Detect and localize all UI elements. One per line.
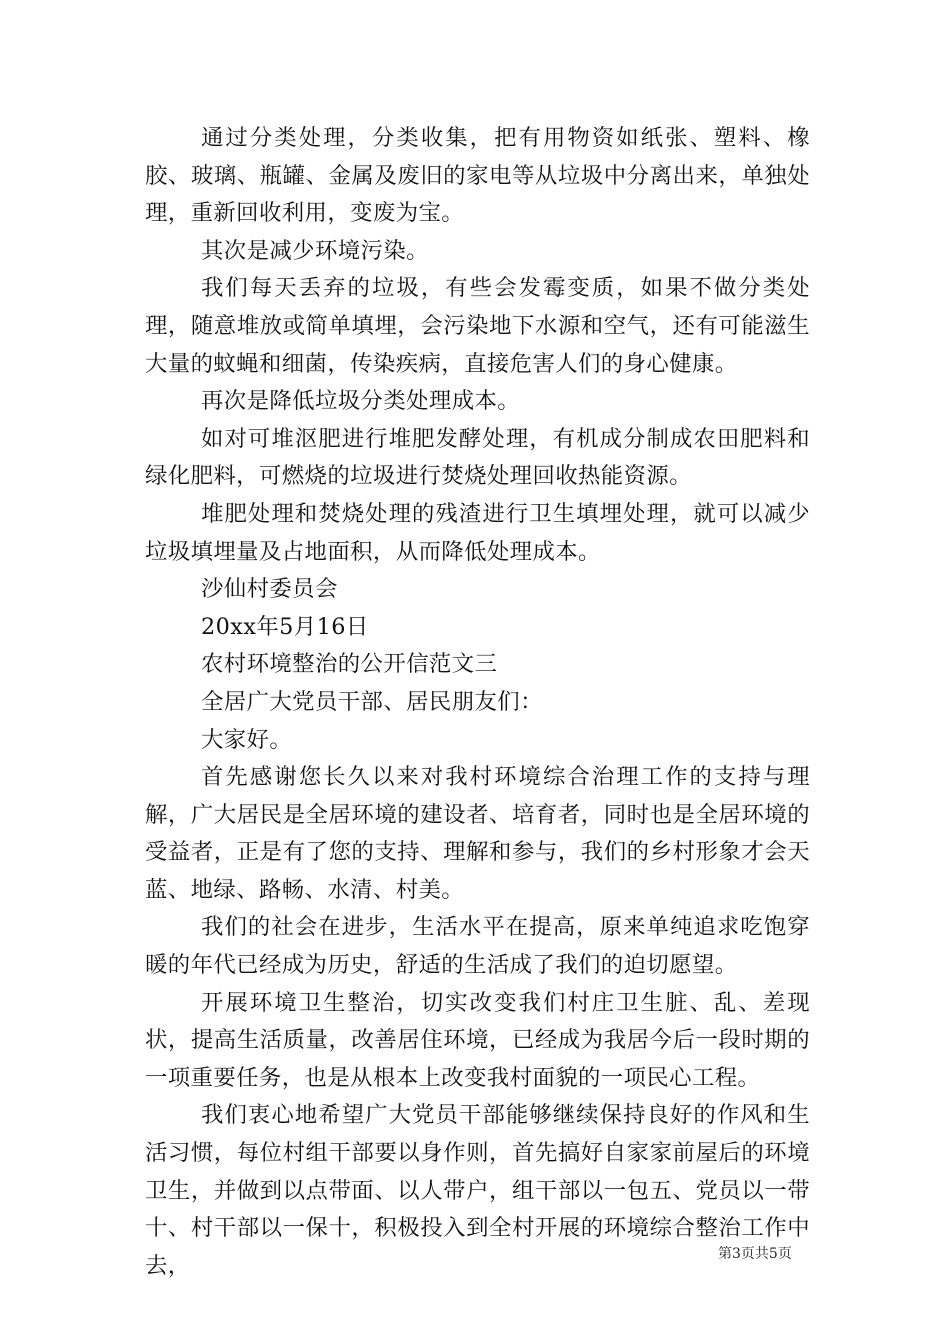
paragraph-composting: 如对可堆沤肥进行堆肥发酵处理，有机成分制成农田肥料和绿化肥料，可燃烧的垃圾进行焚烧处理回收热能资源。 <box>145 425 810 490</box>
signature-date: 20xx年5月16日 <box>201 613 369 640</box>
paragraph-rectification: 开展环境卫生整治，切实改变我们村庄卫生脏、乱、差现状，提高生活质量，改善居住环境，已经成为我居今后一段时期的一项重要任务，也是从根本上改变我村面貌的一项民心工程。 <box>145 989 810 1091</box>
paragraph-pollution-details: 我们每天丢弃的垃圾，有些会发霉变质，如果不做分类处理，随意堆放或简单填埋，会污染地下水源和空气，还有可能滋生大量的蚊蝇和细菌，传染疾病，直接危害人们的身心健康。 <box>145 275 810 377</box>
page-number: 第3页共5页 <box>718 1246 792 1262</box>
paragraph-thanks: 首先感谢您长久以来对我村环境综合治理工作的支持与理解，广大居民是全居环境的建设者、培育者，同时也是全居环境的受益者，正是有了您的支持、理解和参与，我们的乡村形象才会天蓝、地绿、路畅、水清、村美。 <box>145 764 810 903</box>
paragraph-reduce-cost-heading: 再次是降低垃圾分类处理成本。 <box>201 388 521 415</box>
paragraph-cadre-expectations: 我们衷心地希望广大党员干部能够继续保持良好的作风和生活习惯，每位村组干部要以身作则，首先搞好自家家前屋后的环境卫生，并做到以点带面、以人带户，组干部以一包五、党员以一带十、村干部以一保十，积极投入到全村开展的环境综合整治工作中去， <box>145 1102 810 1279</box>
paragraph-progress: 我们的社会在进步，生活水平在提高，原来单纯追求吃饱穿暖的年代已经成为历史，舒适的生活成了我们的迫切愿望。 <box>145 914 810 979</box>
paragraph-landfill: 堆肥处理和焚烧处理的残渣进行卫生填埋处理，就可以减少垃圾填埋量及占地面积，从而降低处理成本。 <box>145 500 810 565</box>
signature-committee: 沙仙村委员会 <box>201 576 338 603</box>
document-body <box>145 120 810 1285</box>
paragraph-recycling: 通过分类处理，分类收集，把有用物资如纸张、塑料、橡胶、玻璃、瓶罐、金属及废旧的家电等从垃圾中分离出来，单独处理，重新回收利用，变废为宝。 <box>145 125 810 227</box>
letter-title: 农村环境整治的公开信范文三 <box>201 651 498 678</box>
letter-greeting: 大家好。 <box>201 726 293 753</box>
letter-salutation: 全居广大党员干部、居民朋友们： <box>201 688 543 715</box>
paragraph-reduce-pollution-heading: 其次是减少环境污染。 <box>201 237 429 264</box>
